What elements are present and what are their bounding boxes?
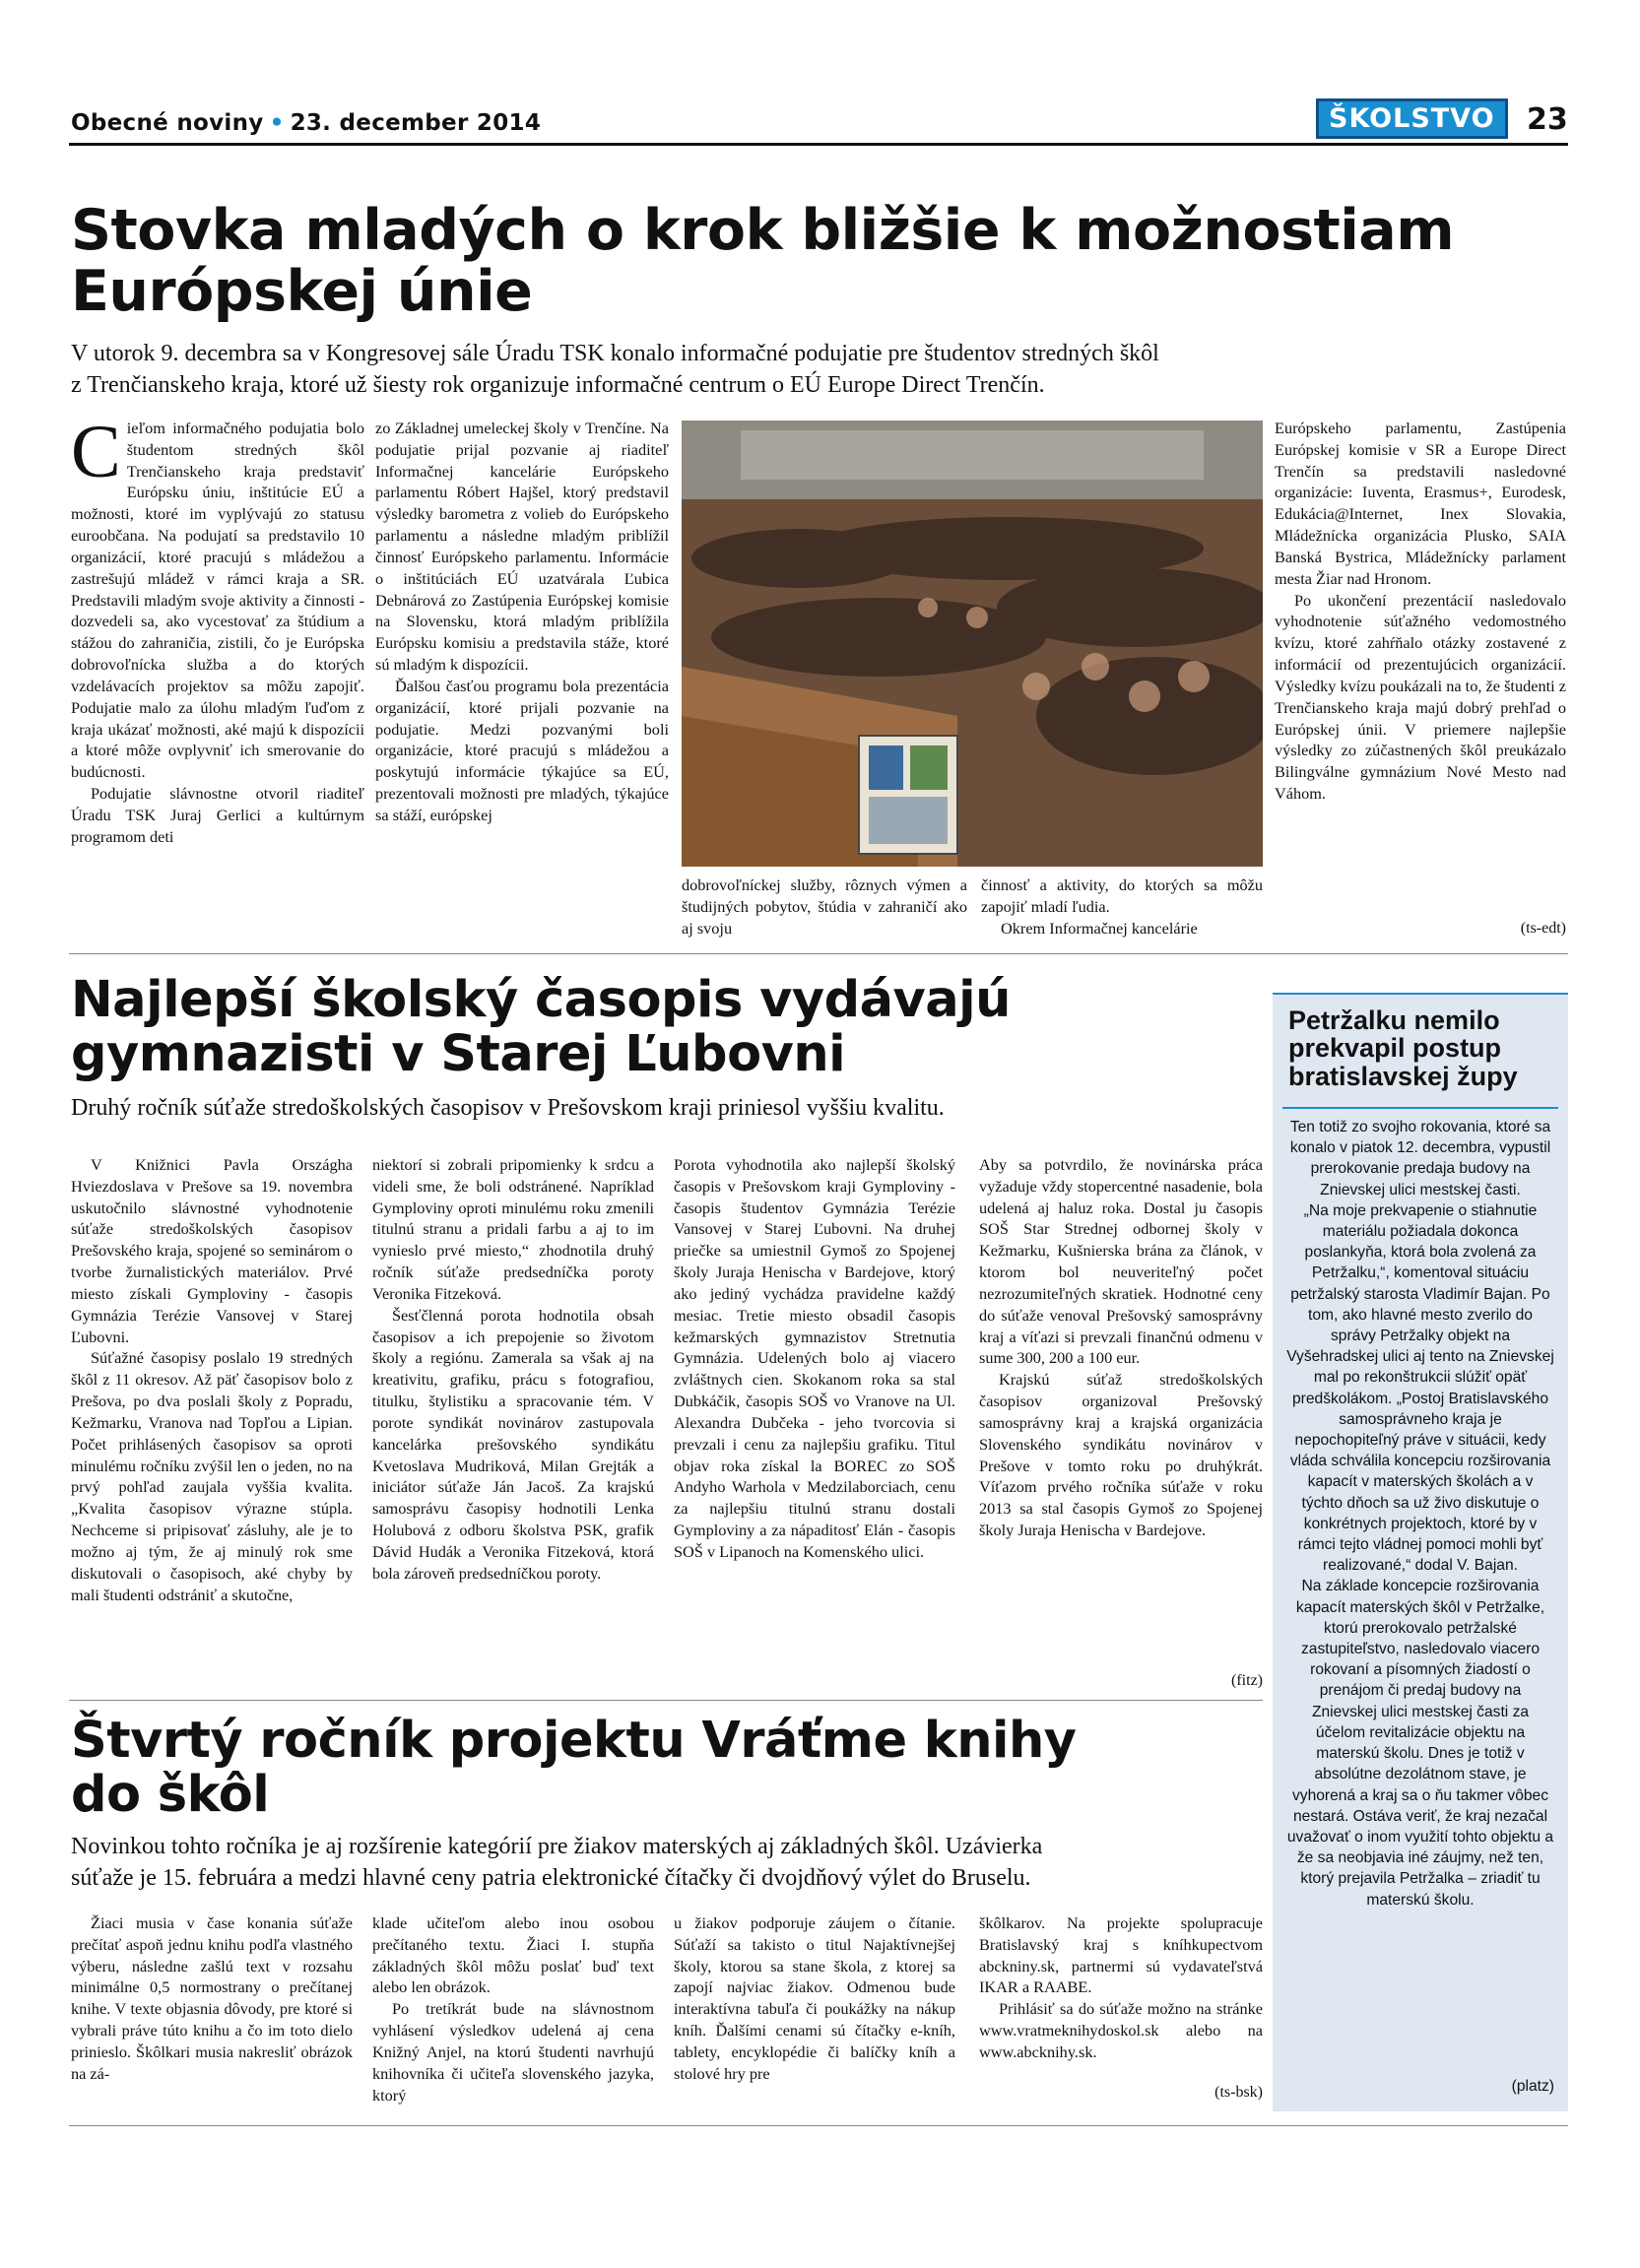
article3-column-2 [372,1912,654,2106]
paragraph: Krajskú súťaž stredoškolských časopisov organizoval Prešovský samosprávny kraj a krajská organizácia Slovenského syndikátu novinárov v Prešove v tomto roku po druhýkrát. Víťazom prvého ročníka súťaže v roku 2013 sa stal časopis Gymoš zo Spojenej školy Juraja Henischa v Bardejove. [979,1370,1263,1540]
header-rule [69,143,1568,146]
divider [69,953,1568,954]
sidebar-rule [1282,1107,1558,1109]
sidebar-title [1288,1006,1554,1090]
article2-column-3 [674,1154,955,1563]
paragraph: Ten totiž zo svojho rokovania, ktoré sa konalo v piatok 12. decembra, vypustil prerokovanie predaja budovy na Znievskej ulici mestskej časti. [1289,1119,1551,1199]
paragraph: Šesťčlenná porota hodnotila obsah časopisov a ich prepojenie so životom školy a regiónu. Zamerala sa však aj na kreativitu, grafiku, prácu s fotografiou, titulku, štylistiku a spracovanie tém. V porote syndikát novinárov zastupovala kancelárka prešovského syndikátu Kvetoslava Mudriková, Milan Grejták a iniciátor súťaže Ján Jacoš. Za krajskú samosprávu časopisy hodnotili Lenka Holubová z odboru školstva PSK, grafik Dávid Hudák a Veronika Fitzeková, ktorá bola zároveň predsedníčkou poroty. [372,1305,654,1583]
article1-headline [71,198,1568,324]
lead-line: súťaže je 15. februára a medzi hlavné ceny patria elektronické čítačky či dvojdňový výlet do Bruselu. [71,1864,1031,1891]
sidebar-title-line: bratislavskej župy [1288,1061,1518,1091]
article3-headline [71,1712,1263,1825]
paragraph: „Na moje prekvapenie o stiahnutie materiálu požiadala dokonca poslankyňa, ktorá bola zvolená za Petržalku,“, komentoval situáciu petržalský starosta Vladimír Bajan. Po tom, ako hlavné mesto zverilo do správy Petržalky objekt na Vyšehradskej ulici aj tento na Znievskej mal po rekonštrukcii slúžiť opäť predškolákom. „Postoj Bratislavského samosprávneho kraja je nepochopiteľný práve v situácii, kedy vláda schválila koncepciu rozširovania kapacít v materských školách a v týchto dňoch sa už živo diskutuje o konkrétnych projektoch, ktoré by v rámci tejto vládnej pomoci mohli byť realizované,“ dodal V. Bajan. [1286,1201,1554,1575]
headline-line: do škôl [71,1766,270,1825]
page-number: 23 [1527,102,1568,137]
paragraph: Okrem Informačnej kancelárie [1001,918,1198,938]
sidebar-signature: (platz) [1511,2078,1554,2095]
article2-headline [71,971,1263,1084]
headline-line: gymnazisti v Starej Ľubovni [71,1025,846,1084]
paragraph: klade učiteľom alebo inou osobou prečítaného textu. Žiaci I. stupňa základných škôl môžu poslať buď text alebo len obrázok. [372,1913,654,1997]
paragraph: Prihlásiť sa do súťaže možno na stránke www.vratmeknihydoskol.sk alebo na www.abcknihy.sk. [979,1999,1263,2061]
article3-column-1 [71,1912,353,2085]
sidebar-body [1286,1117,1554,1911]
publication-name: Obecné noviny [71,110,264,136]
article2-lead: Druhý ročník súťaže stredoškolských časopisov v Prešovskom kraji priniesol vyššiu kvalitu. [71,1095,945,1121]
article1-column-5 [1275,418,1566,805]
drop-cap: C [71,411,121,493]
paragraph: dobrovoľníckej služby, rôznych výmen a študijných pobytov, štúdia v zahraničí ako aj svoju [682,875,967,938]
lead-line: Novinkou tohto ročníka je aj rozšírenie kategórií pre žiakov materských aj základných škôl. Uzávierka [71,1834,1043,1859]
article1-column-3 [682,875,967,939]
paragraph: škôlkarov. Na projekte spolupracuje Bratislavský kraj s kníhkupectvom abckniny.sk, partnermi sú vydavateľstvá IKAR a RAABE. [979,1913,1263,1997]
headline-line: Európskej únie [71,258,533,324]
article3-column-4 [979,1912,1263,2063]
paragraph: niektorí si zobrali pripomienky k srdcu a videli sme, že boli odstránené. Napríklad Gymploviny oproti minulému roku zmenili titulnú stranu a pridali farbu a aj to im vynieslo prvé miesto,“ zhodnotila druhý ročník súťaže predsedníčka poroty Veronika Fitzeková. [372,1155,654,1303]
article1-signature: (ts-edt) [1520,920,1566,937]
article1-column-1 [71,411,364,848]
article3-column-3 [674,1912,955,2085]
separator-dot: • [269,110,285,136]
lead-line: V utorok 9. decembra sa v Kongresovej sále Úradu TSK konalo informačné podujatie pre študentov stredných škôl [71,341,1159,366]
paragraph: Žiaci musia v čase konania súťaže prečítať aspoň jednu knihu podľa vlastného výberu, následne zašlú text v rozsahu minimálne 0,5 normostrany o prečítanej knihe. V texte objasnia dôvody, pre ktoré si vybrali práve túto knihu a čo im toto dielo prinieslo. Škôlkari musia nakresliť obrázok na zá- [71,1913,353,2083]
article2-column-1 [71,1154,353,1605]
paragraph: ieľom informačného podujatia bolo študentom stredných škôl Trenčianskeho kraja predstaviť Európsku úniu, inštitúcie EÚ a možnosti, ktoré im vyplývajú zo statusu euroobčana. Na podujatí sa predstavilo 10 organizácií, ktoré pracujú s mládežou a zastrešujú mládež v rámci kraja a SR. Predstavili mladým svoje aktivity a činnosti - dozvedeli sa, ako vycestovať za štúdium a stážou do zahraničia, zistili, čo je Európska dobrovoľnícka služba a do ktorých vzdelávacích projektov sa môžu zapojiť. Podujatie malo za úlohu mladým ľuďom z kraja ukázať možnosti, aké majú k dispozícii a ktoré môže ovplyvniť ich smerovanie do budúcnosti. [71,419,364,782]
paragraph: Na základe koncepcie rozširovania kapacít materských škôl v Petržalke, ktorú prerokovalo petržalské zastupiteľstvo, nasledovalo viacero rokovaní a písomných žiadostí o prenájom či predaj budovy na Znievskej ulici mestskej časti za účelom revitalizácie objektu na materskú školu. Dnes je totiž v absolútne dezolátnom stave, je vyhorená a kraj sa o ňu takmer vôbec nestará. Ostáva veriť, že kraj nezačal uvažovať o inom využití tohto objektu a že sa neobjavia iné záujmy, než ten, ktorý prejavila Petržalka – zriadiť tu materskú školu. [1286,1578,1554,1909]
article2-signature: (fitz) [1231,1672,1263,1689]
paragraph: zo Základnej umeleckej školy v Trenčíne. Na podujatie prijal pozvanie aj riaditeľ Informačnej kancelárie Európskeho parlamentu Róbert Hajšel, ktorý predstavil výsledky barometra z volieb do Európskeho parlamentu a následne mladým priblížil činnosť Európskeho parlamentu. Informácie o inštitúciách EÚ uzatvárala Ľubica Debnárová zo Zastúpenia Európskej komisie na Slovensku, ktorá mladým priblížila Európsku komisiu a predstavila stáže, ktoré sú mladým k dispozícii. [375,419,669,675]
sidebar-title-line: prekvapil postup [1288,1033,1502,1064]
article1-lead [71,339,1568,401]
event-photo [682,421,1263,867]
section-label: ŠKOLSTVO [1316,98,1508,139]
issue-date: 23. december 2014 [290,110,542,136]
headline-line: Stovka mladých o krok bližšie k možnostiam [71,198,1455,263]
paragraph: Európskeho parlamentu, Zastúpenia Európskej komisie v SR a Europe Direct Trenčín sa predstavili nasledovné organizácie: Iuventa, Erasmus+, Eurodesk, Edukácia@Internet, Inex Slovakia, Mládežnícka organizácia Plusko, SAIA Banská Bystrica, Mládežnícky parlament mesta Žiar nad Hronom. [1275,419,1566,588]
paragraph: Porota vyhodnotila ako najlepší školský časopis v Prešovskom kraji Gymploviny - časopis študentov Gymnázia Terézie Vansovej v Starej Ľubovni. Na druhej priečke sa umiestnil Gymoš zo Spojenej školy Juraja Henischa v Bardejove, ktorý ako jediný vychádza pravidelne každý mesiac. Tretie miesto obsadil časopis kežmarských gymnazistov Stretnutia Gymnázia. Udelených bolo aj viacero zvláštnych cien. Skokanom roka sa stal Dubkáčik, časopis SOŠ vo Vranove na Ul. Alexandra Dubčeka - jeho tvorcovia si prevzali i cenu za najlepšiu grafiku. Titul objav roka získal la BOREC zo SOŠ Andyho Warhola v Medzilaborciach, cenu za najlepšiu titulnú stranu dostali Gymploviny a za nápaditosť Elán - časopis SOŠ v Lipanoch na Komenského ulici. [674,1155,955,1561]
paragraph: Ďalšou časťou programu bola prezentácia organizácií, ktoré prijali pozvanie na podujatie. Medzi pozvanými boli organizácie, ktoré pracujú s mládežou a poskytujú informácie týkajúce sa EÚ, prezentovali možnosti pre mladých, týkajúce sa stáží, európskej [375,676,669,824]
paragraph: Súťažné časopisy poslalo 19 stredných škôl z 11 okresov. Až päť časopisov bolo z Prešova, po dva poslali školy z Popradu, Kežmarku, Vranova nad Topľou a Lipian. Počet prihlásených časopisov sa oproti minulému ročníku zvýšil len o jeden, no na prvý pohľad zaujala vyššia kvalita. „Kvalita časopisov výrazne stúpla. Nechceme si pripisovať zásluhy, ale je to možno aj tým, že aj minulý rok sme diskutovali o časopisoch, aké chyby by mali študenti odstrániť a skutočne, [71,1348,353,1604]
paragraph: Po tretíkrát bude na slávnostnom vyhlásení výsledkov udelená aj cena Knižný Anjel, na ktorú študenti navrhujú knihovníka či učiteľa slovenského jazyka, ktorý [372,1999,654,2105]
paragraph: Aby sa potvrdilo, že novinárska práca vyžaduje vždy stopercentné nasadenie, bola udelená aj haluz roka. Dostal ju časopis SOŠ Star Strednej odbornej školy v Kežmarku, Kušnierska brána za článok, v ktorom bol neuveriteľný počet nezrozumiteľných skratiek. Hodnotné ceny do súťaže venoval Prešovský samosprávny kraj a víťazi si prevzali finančnú odmenu v sume 300, 200 a 100 eur. [979,1155,1263,1368]
article1-column-4 [981,875,1263,939]
paragraph: činnosť a aktivity, do ktorých sa môžu zapojiť mladí ľudia. [981,875,1263,916]
publication-header [71,110,541,136]
divider [69,1700,1263,1701]
paragraph: V Knižnici Pavla Országha Hviezdoslava v Prešove sa 19. novembra uskutočnilo slávnostné vyhodnotenie súťaže stredoškolských časopisov Prešovského kraja, spojené so seminárom o tvorbe žurnalistických materiálov. Prvé miesto získali Gymploviny - časopis Gymnázia Terézie Vansovej v Starej Ľubovni. [71,1155,353,1346]
paragraph: Podujatie slávnostne otvoril riaditeľ Úradu TSK Juraj Gerlici a kultúrnym programom deti [71,784,364,846]
paragraph: Po ukončení prezentácií nasledovalo vyhodnotenie súťažného vedomostného kvízu, ktoré zahŕňalo otázky zostavené z informácií od prezentujúcich organizácií. Výsledky kvízu poukázali na to, že študenti z Trenčianskeho kraja majú dobrý prehľad o Európskej únii. V priemere najlepšie výsledky zo zúčastnených škôl preukázalo Bilingválne gymnázium Nové Mesto nad Váhom. [1275,590,1566,804]
sidebar-title-line: Petržalku nemilo [1288,1005,1500,1035]
footer-rule [69,2125,1568,2126]
article2-column-4 [979,1154,1263,1541]
article2-column-2 [372,1154,654,1585]
article3-lead [71,1832,1263,1894]
article3-signature: (ts-bsk) [1214,2084,1263,2101]
lead-line: z Trenčianskeho kraja, ktoré už šiesty rok organizuje informačné centrum o EÚ Europe Direct Trenčín. [71,371,1045,398]
auditorium-photo-image [682,421,1263,867]
headline-line: Štvrtý ročník projektu Vráťme knihy [71,1712,1077,1770]
headline-line: Najlepší školský časopis vydávajú [71,971,1011,1029]
article1-column-2 [375,418,669,826]
sidebar-box [1273,993,1568,2111]
paragraph: u žiakov podporuje záujem o čítanie. Súťaží sa takisto o titul Najaktívnejšej školy, ktorou sa stane škola, z ktorej sa zapojí najviac žiakov. Odmenou bude interaktívna tabuľa či poukážky na nákup kníh. Ďalšími cenami sú čítačky e-kníh, tablety, encyklopédie či balíčky kníh a stolové hry pre [674,1913,955,2083]
